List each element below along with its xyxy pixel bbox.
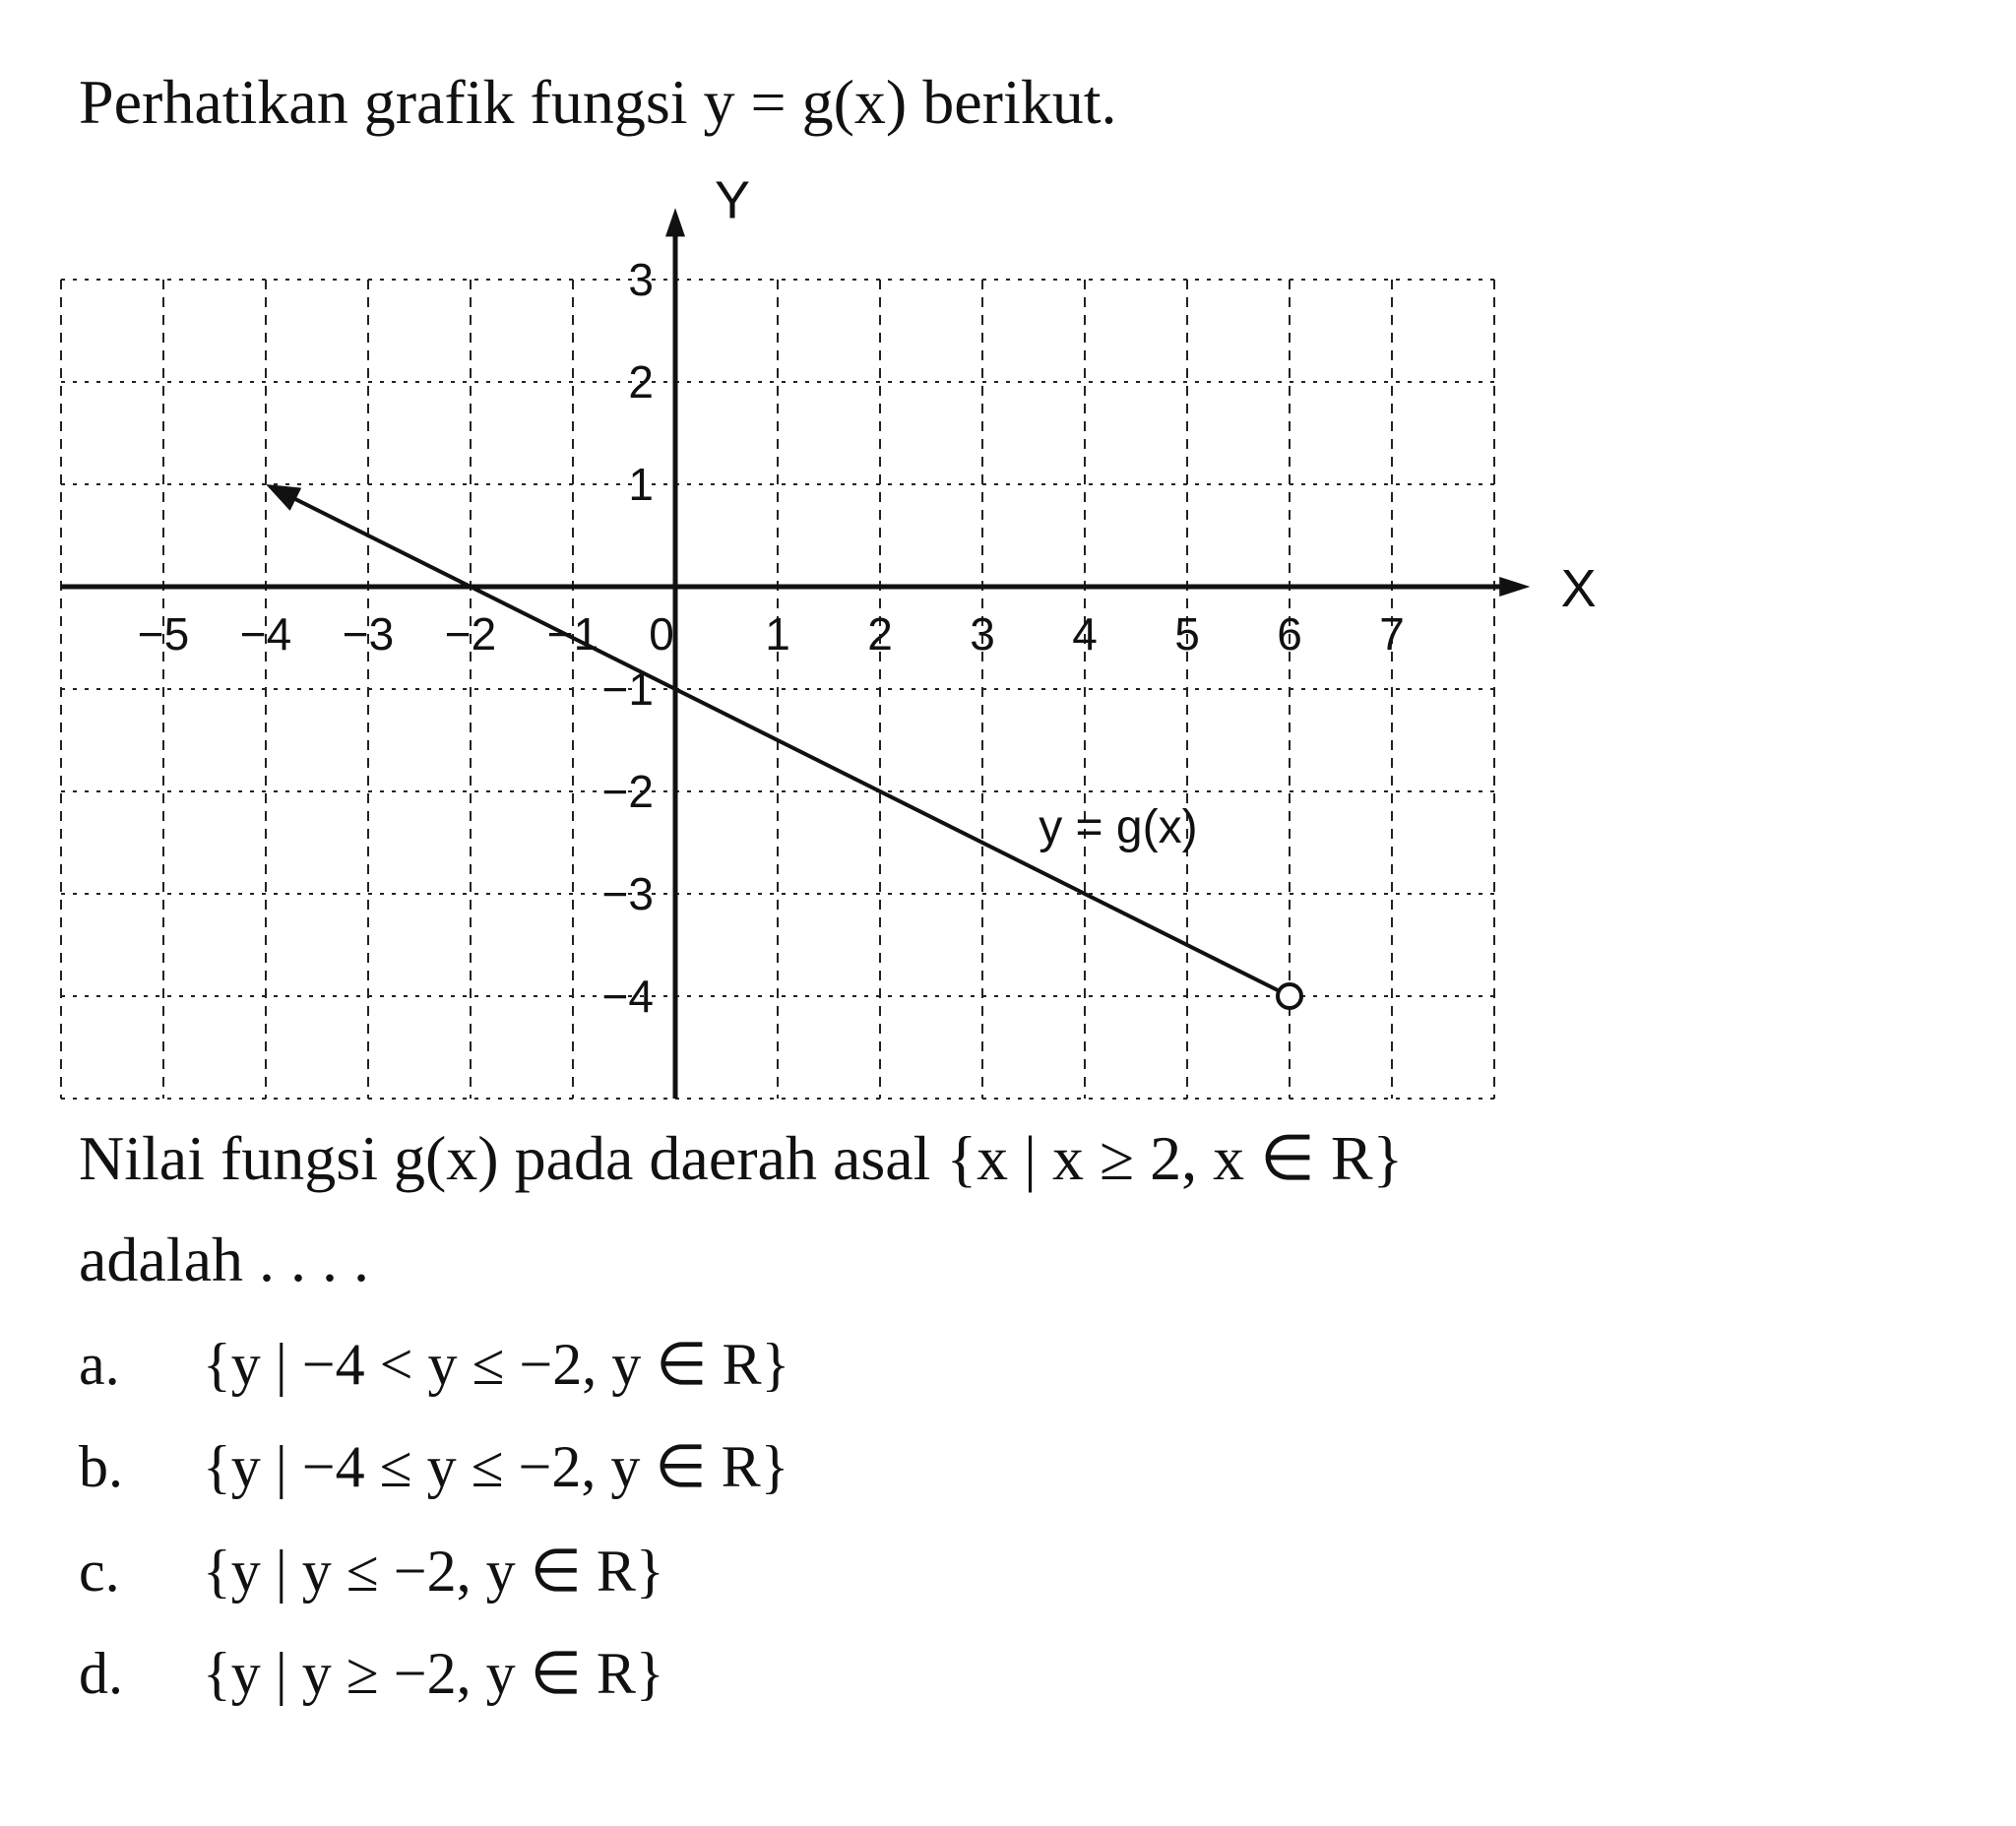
- y-axis-label: Y: [715, 170, 751, 230]
- grid-lines: [61, 280, 1494, 1099]
- x-axis-arrow: [1499, 577, 1530, 597]
- x-tick-label: 6: [1277, 608, 1302, 660]
- problem-prompt: Perhatikan grafik fungsi y = g(x) berikut.: [79, 67, 1117, 137]
- x-tick-label: −5: [137, 608, 190, 660]
- x-tick-label: 1: [765, 608, 790, 660]
- y-tick-label: −2: [601, 766, 654, 817]
- x-tick-label: −4: [239, 608, 292, 660]
- tick-labels: [138, 254, 1405, 1022]
- y-tick-label: −3: [601, 868, 654, 919]
- x-tick-label: −1: [546, 608, 599, 660]
- y-tick-label: −4: [601, 971, 654, 1022]
- x-tick-label: 3: [970, 608, 995, 660]
- option-d-text: {y | y ≥ −2, y ∈ R}: [203, 1641, 664, 1706]
- question-line-1: Nilai fungsi g(x) pada daerah asal {x | x ≥ 2, x ∈ R}: [79, 1123, 1404, 1193]
- x-tick-label: 5: [1174, 608, 1200, 660]
- y-tick-label: 2: [628, 356, 654, 408]
- curve-label: y = g(x): [1039, 801, 1198, 853]
- line-start-arrow: [266, 484, 301, 511]
- option-c[interactable]: [79, 1539, 664, 1604]
- x-tick-label: 0: [649, 608, 674, 660]
- option-b-text: {y | −4 ≤ y ≤ −2, y ∈ R}: [203, 1434, 789, 1499]
- function-line: [266, 484, 1301, 1008]
- option-a-text: {y | −4 < y ≤ −2, y ∈ R}: [203, 1332, 790, 1397]
- question-line-2: adalah . . . .: [79, 1225, 369, 1294]
- function-segment: [271, 487, 1279, 991]
- option-c-text: {y | y ≤ −2, y ∈ R}: [203, 1539, 664, 1604]
- option-d-letter: d.: [79, 1641, 123, 1706]
- y-axis-arrow: [665, 208, 685, 236]
- x-tick-label: 7: [1379, 608, 1405, 660]
- option-c-letter: c.: [79, 1539, 120, 1604]
- y-tick-label: 1: [628, 459, 654, 510]
- line-end-open-circle: [1278, 984, 1301, 1008]
- option-a[interactable]: [79, 1332, 790, 1397]
- y-tick-label: 3: [628, 254, 654, 305]
- option-a-letter: a.: [79, 1332, 120, 1397]
- x-axis-label: X: [1560, 559, 1597, 618]
- x-tick-label: 2: [867, 608, 893, 660]
- x-tick-label: −3: [342, 608, 395, 660]
- option-b-letter: b.: [79, 1434, 123, 1499]
- x-tick-label: −2: [444, 608, 497, 660]
- x-tick-label: 4: [1072, 608, 1098, 660]
- option-d[interactable]: [79, 1641, 664, 1706]
- y-tick-label: −1: [601, 663, 654, 715]
- option-b[interactable]: [79, 1434, 789, 1499]
